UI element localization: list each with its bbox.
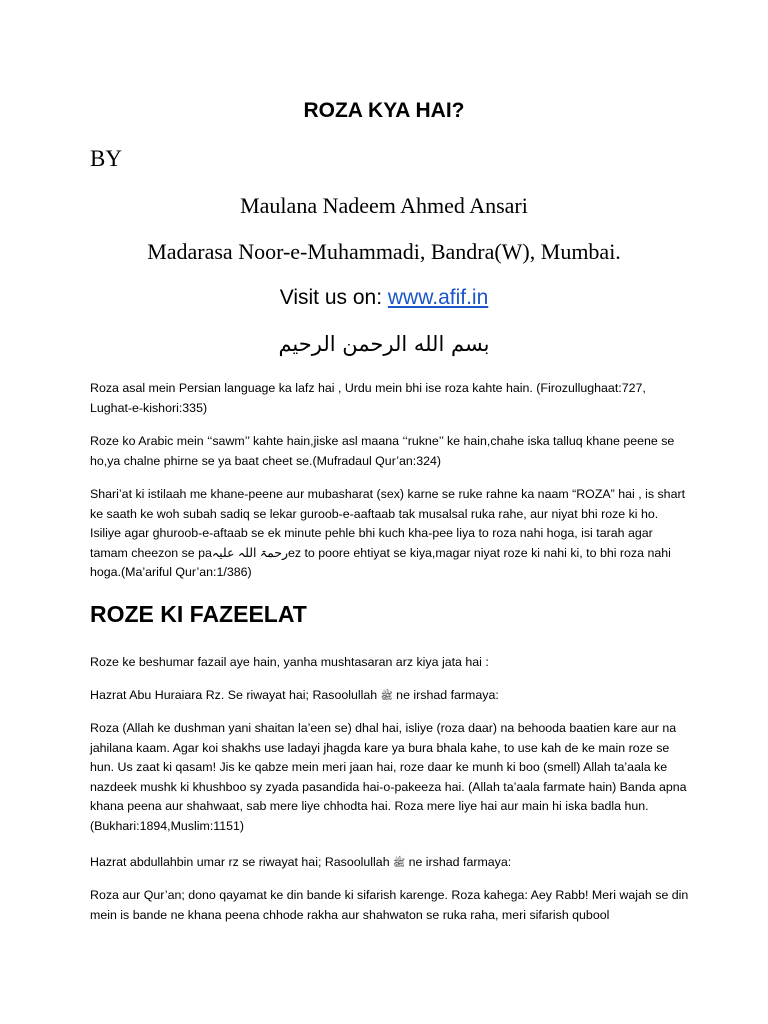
hadith-2-prefix: Hazrat abdullahbin umar rz se riwayat hai; Rasoolullah <box>90 855 394 869</box>
paragraph-shariat: Shari’at ki istilaah me khane-peene aur mubasharat (sex) karne se ruke rahne ka naam “ROZA” hai , is shart ke saath ke woh subah sadiq se lekar guroob-e-aaftaab tak musalsal ruka rahe, aur niyat bhi roze ki ho. Isiliye agar ghuroob-e-aftaab se ek minute pehle bhi kuch kha-pee liya to roza nahi hoga, isi tarah agar tamam cheezon se paرحمۃ اللہ علیہez to poore ehtiyat se kiya,magar niyat roze ki nahi ki, to bhi roza nahi hoga.(Ma’ariful Qur’an:1/386) <box>90 487 686 580</box>
website-link[interactable]: www.afif.in <box>387 286 489 309</box>
salutation-glyph: ﷺ <box>393 858 406 869</box>
visit-label: Visit us on: <box>279 286 388 309</box>
hadith-2-text: Roza aur Qur’an; dono qayamat ke din bande ki sifarish karenge. Roza kahega: Aey Rabb! Meri wajah se din mein is bande ne khana peena chhode rakha aur shahwaton se ruka raha, meri sifarish qubool <box>90 888 689 922</box>
paragraph-roza-meaning: Roza asal mein Persian language ka lafz hai , Urdu mein bhi ise roza kahte hain. (Firozullughaat:727, Lughat-e-kishori:335) <box>90 381 646 415</box>
hadith-1-text: Roza (Allah ke dushman yani shaitan la’een se) dhal hai, isliye (roza daar) na behooda baatien kare aur na jahilana kaam. Agar koi shakhs use ladayi jhagda kare ya bura bhala kahe, to use kah de ke main roze se hun. Us zaat ki qasam! Jis ke qabze mein meri jaan hai, roze daar ke munh ki boo (smell) Allah ta’aala ke nazdeek mushk ki khushboo sy zyada pasandida hai-o-pakeeza hai. (Allah ta’aala farmate hain) Banda apna khana peena aur shahwaat, sab mere liye chhodta hai. Roza mere liye hai aur main hi iska badla hun.(Bukhari:1894,Muslim:1151) <box>90 721 687 833</box>
fazeelat-intro: Roze ke beshumar fazail aye hain, yanha mushtasaran arz kiya jata hai : <box>90 655 489 669</box>
bismillah-text: بسم الله الرحمن الرحيم <box>278 332 490 356</box>
page-title: ROZA KYA HAI? <box>303 99 465 122</box>
visit-line <box>0 286 768 310</box>
section-heading: ROZE KI FAZEELAT <box>90 601 307 627</box>
author-name: Maulana Nadeem Ahmed Ansari <box>240 193 528 218</box>
hadith-1-prefix: Hazrat Abu Huraiara Rz. Se riwayat hai; Rasoolullah <box>90 688 381 702</box>
hadith-1-attribution <box>90 686 690 707</box>
hadith-1-suffix: ne irshad farmaya: <box>392 688 499 702</box>
by-label: BY <box>90 146 122 171</box>
paragraph-sawm: Roze ko Arabic mein ‘‘sawm’’ kahte hain,jiske asl maana ‘‘rukne’’ ke hain,chahe iska talluq khane peene se ho,ya chalne phirne se ya baat cheet se.(Mufradaul Qur’an:324) <box>90 434 675 468</box>
hadith-2-suffix: ne irshad farmaya: <box>405 855 512 869</box>
salutation-glyph: ﷺ <box>380 691 393 702</box>
hadith-2-attribution <box>90 853 690 874</box>
madarasa-address: Madarasa Noor-e-Muhammadi, Bandra(W), Mumbai. <box>147 239 621 264</box>
